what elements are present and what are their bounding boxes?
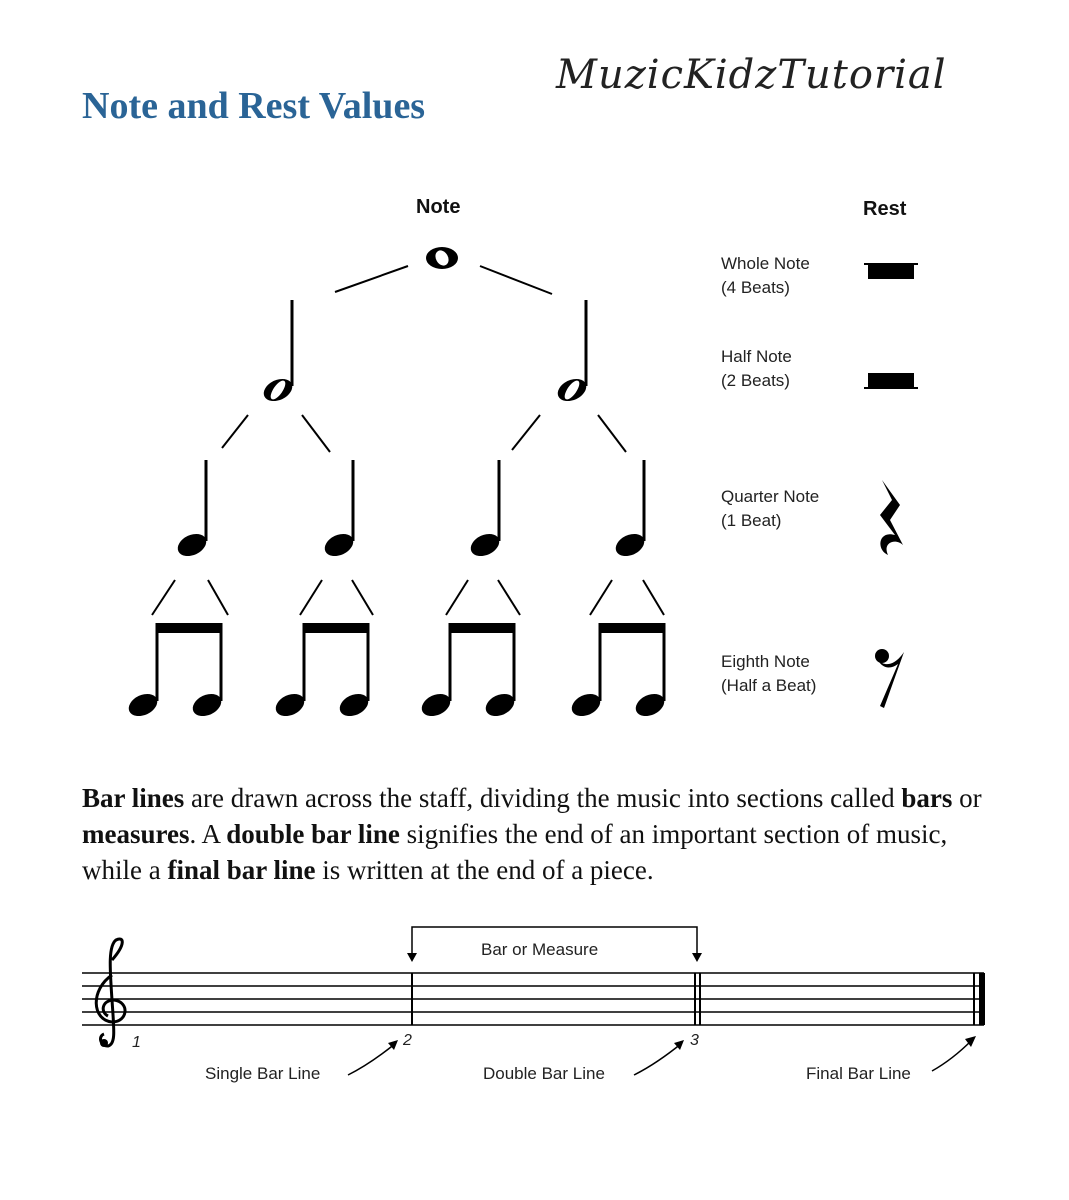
quarter-note-name: Quarter Note xyxy=(721,487,820,506)
eighth-note-pair-icon xyxy=(125,623,225,720)
rest-column-heading: Rest xyxy=(863,198,907,220)
quarter-note-beats: (1 Beat) xyxy=(721,511,782,530)
whole-note-name: Whole Note xyxy=(721,254,810,273)
half-note-icon xyxy=(554,300,590,405)
half-note-beats: (2 Beats) xyxy=(721,371,790,390)
treble-clef-icon xyxy=(96,939,125,1047)
eighth-note-pair-icon xyxy=(272,623,372,720)
eighth-rest-icon xyxy=(875,649,904,708)
bar-lines-term: Bar lines xyxy=(82,783,185,813)
eighth-note-name: Eighth Note xyxy=(721,652,810,671)
final-bar-line-label: Final Bar Line xyxy=(806,1064,911,1083)
eighth-note-beats: (Half a Beat) xyxy=(721,676,817,695)
note-column-heading: Note xyxy=(416,196,461,218)
measure-number-3: 3 xyxy=(690,1032,699,1049)
bar-lines-description xyxy=(82,780,1012,888)
quarter-note-icon xyxy=(467,460,503,560)
whole-note-beats: (4 Beats) xyxy=(721,278,790,297)
para-text: or xyxy=(952,783,982,813)
quarter-note-icon xyxy=(174,460,210,560)
whole-note-icon xyxy=(426,247,458,269)
eighth-note-pair-icon xyxy=(568,623,668,720)
brand-logo: MuzicKidzTutorial xyxy=(556,52,947,98)
quarter-note-icon xyxy=(321,460,357,560)
single-bar-line-label: Single Bar Line xyxy=(205,1064,321,1083)
double-bar-line-term: double bar line xyxy=(226,819,400,849)
half-note-name: Half Note xyxy=(721,347,792,366)
para-text: are drawn across the staff, dividing the music into sections called xyxy=(184,783,902,813)
final-bar-line-term: final bar line xyxy=(167,855,316,885)
half-rest-icon xyxy=(864,373,918,388)
double-bar-line-label: Double Bar Line xyxy=(483,1064,605,1083)
bars-term: bars xyxy=(901,783,953,813)
measure-number-2: 2 xyxy=(403,1032,412,1049)
measures-term: measures xyxy=(82,819,190,849)
whole-rest-icon xyxy=(864,264,918,279)
music-staff xyxy=(82,973,984,1025)
para-text: . A xyxy=(189,819,227,849)
final-bar-arrow xyxy=(932,1036,976,1071)
bar-or-measure-label: Bar or Measure xyxy=(481,940,599,959)
quarter-rest-icon xyxy=(880,480,903,555)
page-title: Note and Rest Values xyxy=(82,85,426,127)
para-text: signifies the end of an important section of music, while a xyxy=(82,819,948,885)
quarter-note-icon xyxy=(612,460,648,560)
measure-number-1: 1 xyxy=(132,1034,141,1051)
single-bar-arrow xyxy=(348,1040,398,1075)
para-text: is written at the end of a piece. xyxy=(315,855,654,885)
half-note-icon xyxy=(260,300,296,405)
double-bar-arrow xyxy=(634,1040,684,1075)
eighth-note-pair-icon xyxy=(418,623,518,720)
